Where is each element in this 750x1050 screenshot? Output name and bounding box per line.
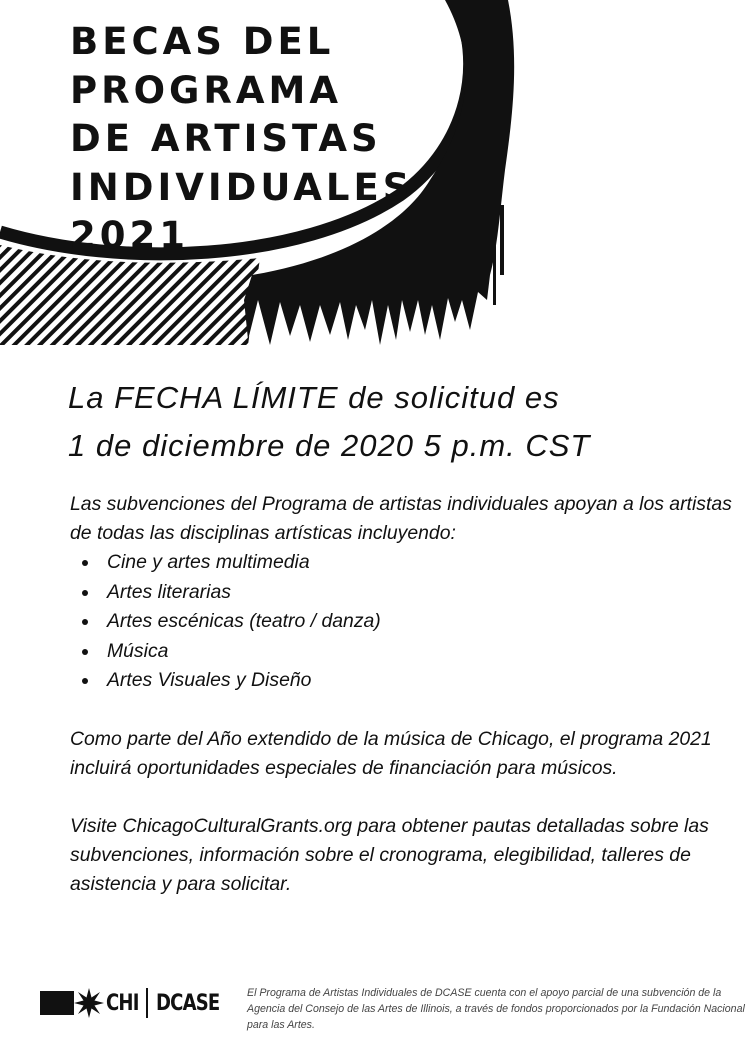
title-line: DE ARTISTAS xyxy=(70,117,382,160)
spacer xyxy=(70,696,740,725)
title-line: PROGRAMA xyxy=(70,68,343,112)
list-item: Artes escénicas (teatro / danza) xyxy=(107,607,740,637)
dcase-logo xyxy=(40,988,233,1018)
disciplines-list xyxy=(70,548,740,696)
logo-block xyxy=(40,991,74,1015)
list-item: Artes Visuales y Diseño xyxy=(107,666,740,696)
visit-paragraph: Visite ChicagoCulturalGrants.org para obtener pautas detalladas sobre las subvenciones, información sobre el cronograma, elegibilidad, talleres de asistencia y para solicitar. xyxy=(70,814,709,895)
list-item: Música xyxy=(107,637,740,667)
logo-chi-text: CHI xyxy=(106,990,139,1016)
title-line: BECAS DEL xyxy=(70,20,335,63)
deadline-heading xyxy=(68,374,590,470)
spacer xyxy=(70,783,740,812)
logo-divider xyxy=(146,988,148,1018)
page-title xyxy=(70,18,413,261)
intro-paragraph: Las subvenciones del Programa de artistas individuales apoyan a los artistas de todas las disciplinas artísticas incluyendo: xyxy=(70,493,732,544)
deadline-line-2: 1 de diciembre de 2020 5 p.m. CST xyxy=(68,428,591,463)
star-icon xyxy=(74,988,104,1018)
title-line: INDIVIDUALES xyxy=(70,165,414,209)
body-text xyxy=(70,490,740,899)
list-item: Artes literarias xyxy=(107,578,740,608)
music-year-paragraph: Como parte del Año extendido de la música de Chicago, el programa 2021 incluirá oportunidades especiales de financiación para músicos. xyxy=(70,727,712,779)
footer xyxy=(40,985,745,1035)
list-item: Cine y artes multimedia xyxy=(107,548,740,578)
title-line: 2021 xyxy=(70,214,189,257)
funding-disclaimer: El Programa de Artistas Individuales de DCASE cuenta con el apoyo parcial de una subvención de la Agencia del Consejo de las Artes de Illinois, a través de fondos proporcionados por la Fundación Nacional para las Artes. xyxy=(247,987,745,1031)
logo-dcase-text: DCASE xyxy=(155,990,219,1016)
deadline-line-1: La FECHA LÍMITE de solicitud es xyxy=(68,380,560,415)
